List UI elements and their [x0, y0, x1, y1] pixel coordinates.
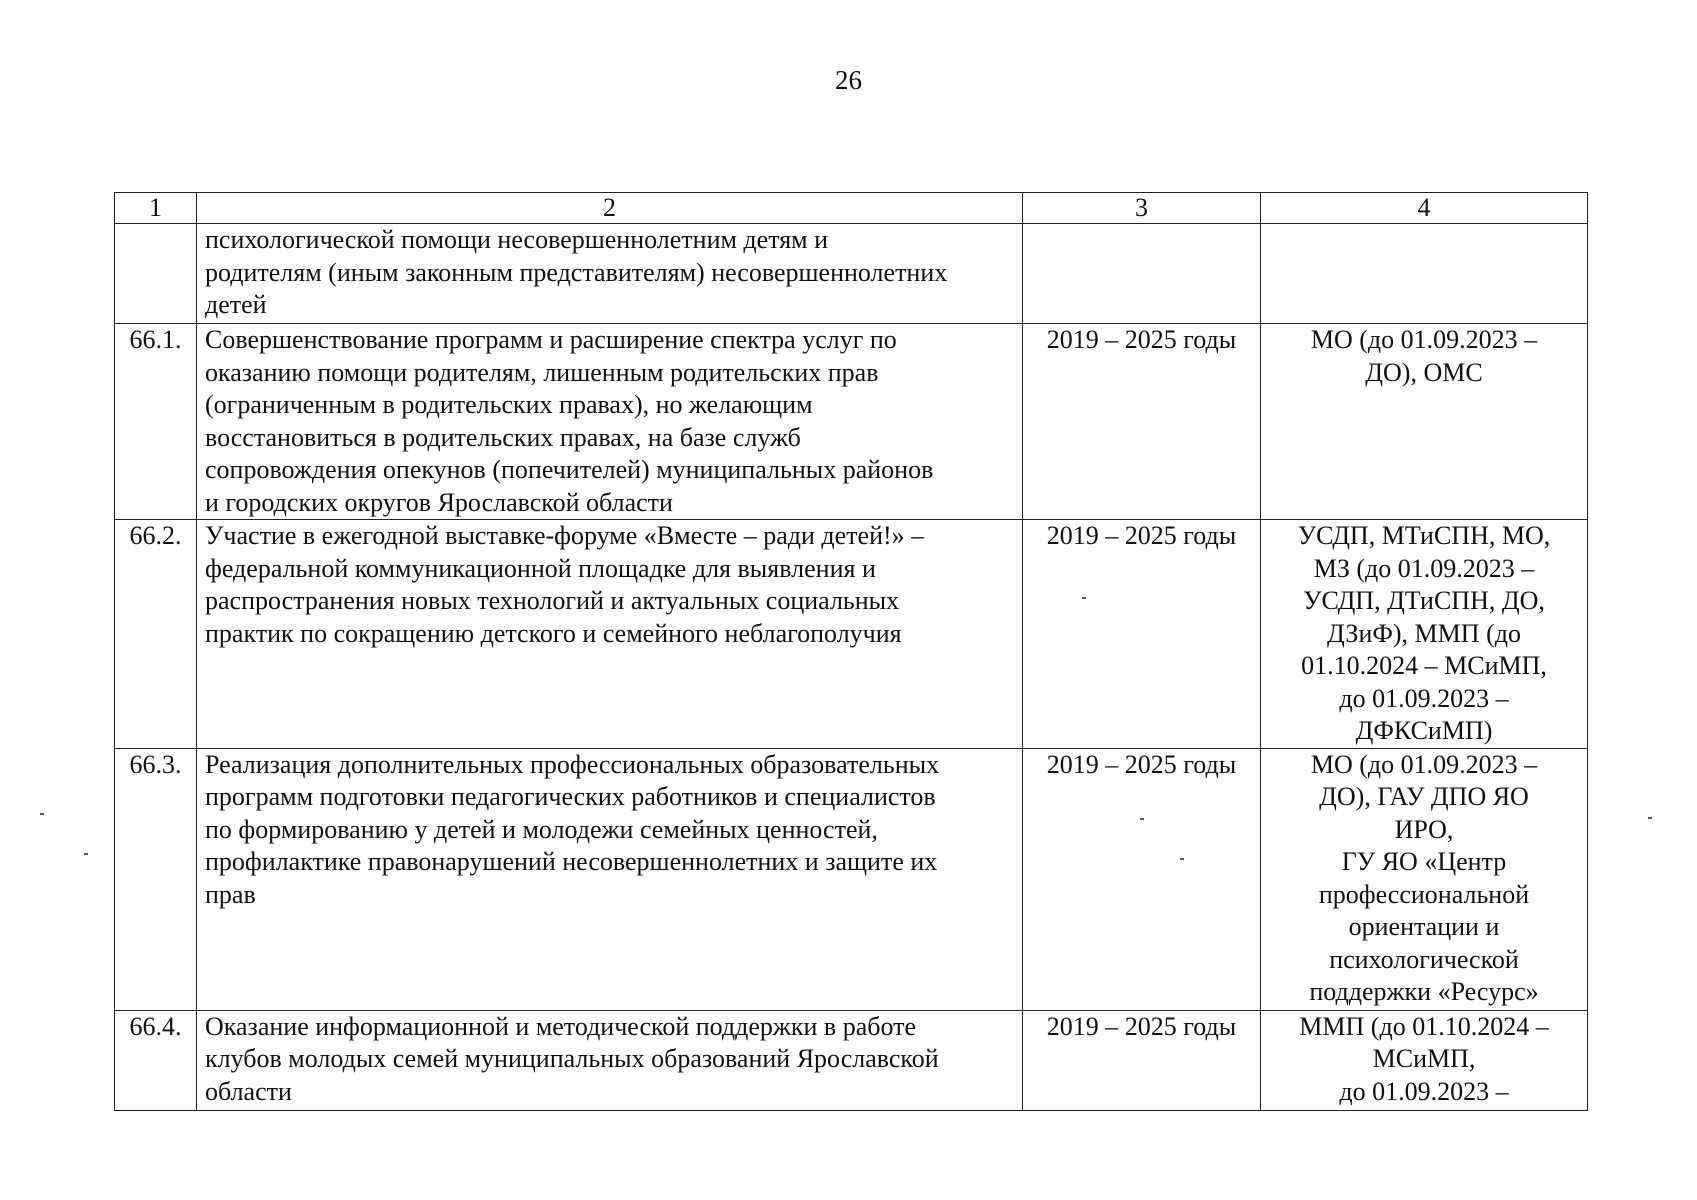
responsible-cell	[1261, 520, 1588, 749]
responsible-text-line: ДО), ГАУ ДПО ЯО	[1319, 782, 1529, 811]
scan-speck	[84, 853, 88, 855]
period-cell: 2019 – 2025 годы	[1023, 324, 1261, 520]
measure-text-line: сопровождения опекунов (попечителей) муниципальных районов	[205, 455, 934, 484]
measure-text-line: области	[205, 1076, 292, 1106]
table-row	[115, 224, 1588, 324]
period-cell: 2019 – 2025 годы	[1023, 748, 1261, 1010]
responsible-text-line: МЗ (до 01.09.2023 –	[1313, 553, 1535, 583]
table-row	[115, 748, 1588, 1010]
period-cell: 2019 – 2025 годы	[1023, 1010, 1261, 1110]
responsible-text-line: УСДП, МТиСПН, МО,	[1297, 521, 1551, 550]
responsible-text-line: поддержки «Ресурс»	[1309, 977, 1539, 1006]
measure-description-cell	[197, 748, 1023, 1010]
responsible-cell	[1261, 324, 1588, 520]
measure-text-line: родителям (иным законным представителям) несовершеннолетних	[205, 257, 948, 287]
measure-text-line: Оказание информационной и методической поддержки в работе	[205, 1011, 917, 1041]
measure-text-line: (ограниченным в родительских правах), но желающим	[205, 390, 813, 419]
responsible-text-line: УСДП, ДТиСПН, ДО,	[1303, 586, 1545, 615]
measure-text-line: Совершенствование программ и расширение спектра услуг по	[205, 325, 897, 354]
measure-text-line: Реализация дополнительных профессиональных образовательных	[205, 749, 940, 779]
measure-description-cell	[197, 520, 1023, 749]
measure-text-line: профилактике правонарушений несовершеннолетних и защите их	[205, 847, 938, 876]
table-row	[115, 1010, 1588, 1110]
responsible-text-line: ДО), ОМС	[1365, 357, 1483, 387]
scan-speck	[1648, 817, 1652, 819]
responsible-text-line: ориентации и	[1348, 912, 1500, 941]
responsible-cell	[1261, 224, 1588, 324]
measure-description-cell	[197, 224, 1023, 324]
responsible-text-line: ГУ ЯО «Центр	[1341, 847, 1507, 876]
column-number-4: 4	[1261, 193, 1588, 224]
measure-text-line: клубов молодых семей муниципальных образований Ярославской	[205, 1044, 939, 1073]
responsible-text-line: МСиМП,	[1372, 1044, 1476, 1073]
measure-description-cell	[197, 324, 1023, 520]
responsible-cell	[1261, 1010, 1588, 1110]
page-number: 26	[835, 65, 862, 95]
table-row	[115, 520, 1588, 749]
measure-text-line: психологической помощи несовершеннолетним детям и	[205, 225, 829, 254]
responsible-text-line: 01.10.2024 – МСиМП,	[1301, 651, 1547, 680]
table-row	[115, 324, 1588, 520]
period-cell	[1023, 224, 1261, 324]
period-cell: 2019 – 2025 годы	[1023, 520, 1261, 749]
measure-text-line: и городских округов Ярославской области	[205, 487, 673, 517]
measure-text-line: практик по сокращению детского и семейного неблагополучия	[205, 618, 902, 648]
measure-text-line: федеральной коммуникационной площадке для выявления и	[205, 553, 876, 583]
scan-speck	[1180, 858, 1184, 860]
responsible-text-line: психологической	[1329, 944, 1519, 974]
responsible-text-line: ДЗиФ), ММП (до	[1327, 618, 1521, 648]
scan-speck	[40, 813, 44, 815]
item-number-cell: 66.4.	[115, 1010, 197, 1110]
responsible-text-line: МО (до 01.09.2023 –	[1310, 325, 1538, 354]
responsible-text-line: ДФКСиМП)	[1355, 716, 1493, 745]
measure-text-line: программ подготовки педагогических работников и специалистов	[205, 782, 936, 811]
item-number-cell: 66.2.	[115, 520, 197, 749]
item-number-cell: 66.3.	[115, 748, 197, 1010]
scan-speck	[1140, 818, 1144, 820]
responsible-cell	[1261, 748, 1588, 1010]
responsible-text-line: профессиональной	[1318, 879, 1530, 909]
measure-text-line: по формированию у детей и молодежи семейных ценностей,	[205, 814, 878, 844]
item-number-cell	[115, 224, 197, 324]
measure-text-line: распространения новых технологий и актуальных социальных	[205, 586, 900, 615]
responsible-text-line: МО (до 01.09.2023 –	[1310, 749, 1538, 779]
column-number-1: 1	[115, 193, 197, 224]
responsible-text-line: ИРО,	[1394, 814, 1454, 844]
item-number-cell: 66.1.	[115, 324, 197, 520]
scan-speck	[1082, 597, 1086, 599]
measure-text-line: Участие в ежегодной выставке-форуме «Вместе – ради детей!» –	[205, 521, 925, 550]
plan-table	[114, 192, 1588, 1111]
measure-text-line: детей	[205, 290, 267, 319]
column-number-2: 2	[197, 193, 1023, 224]
measure-text-line: прав	[205, 879, 256, 909]
measure-text-line: оказанию помощи родителям, лишенным родительских прав	[205, 357, 879, 387]
measure-text-line: восстановиться в родительских правах, на базе служб	[205, 422, 801, 452]
responsible-text-line: до 01.09.2023 –	[1339, 1076, 1509, 1106]
measure-description-cell	[197, 1010, 1023, 1110]
responsible-text-line: до 01.09.2023 –	[1339, 683, 1509, 713]
column-number-3: 3	[1023, 193, 1261, 224]
responsible-text-line: ММП (до 01.10.2024 –	[1299, 1011, 1549, 1041]
column-number-row	[115, 193, 1588, 224]
